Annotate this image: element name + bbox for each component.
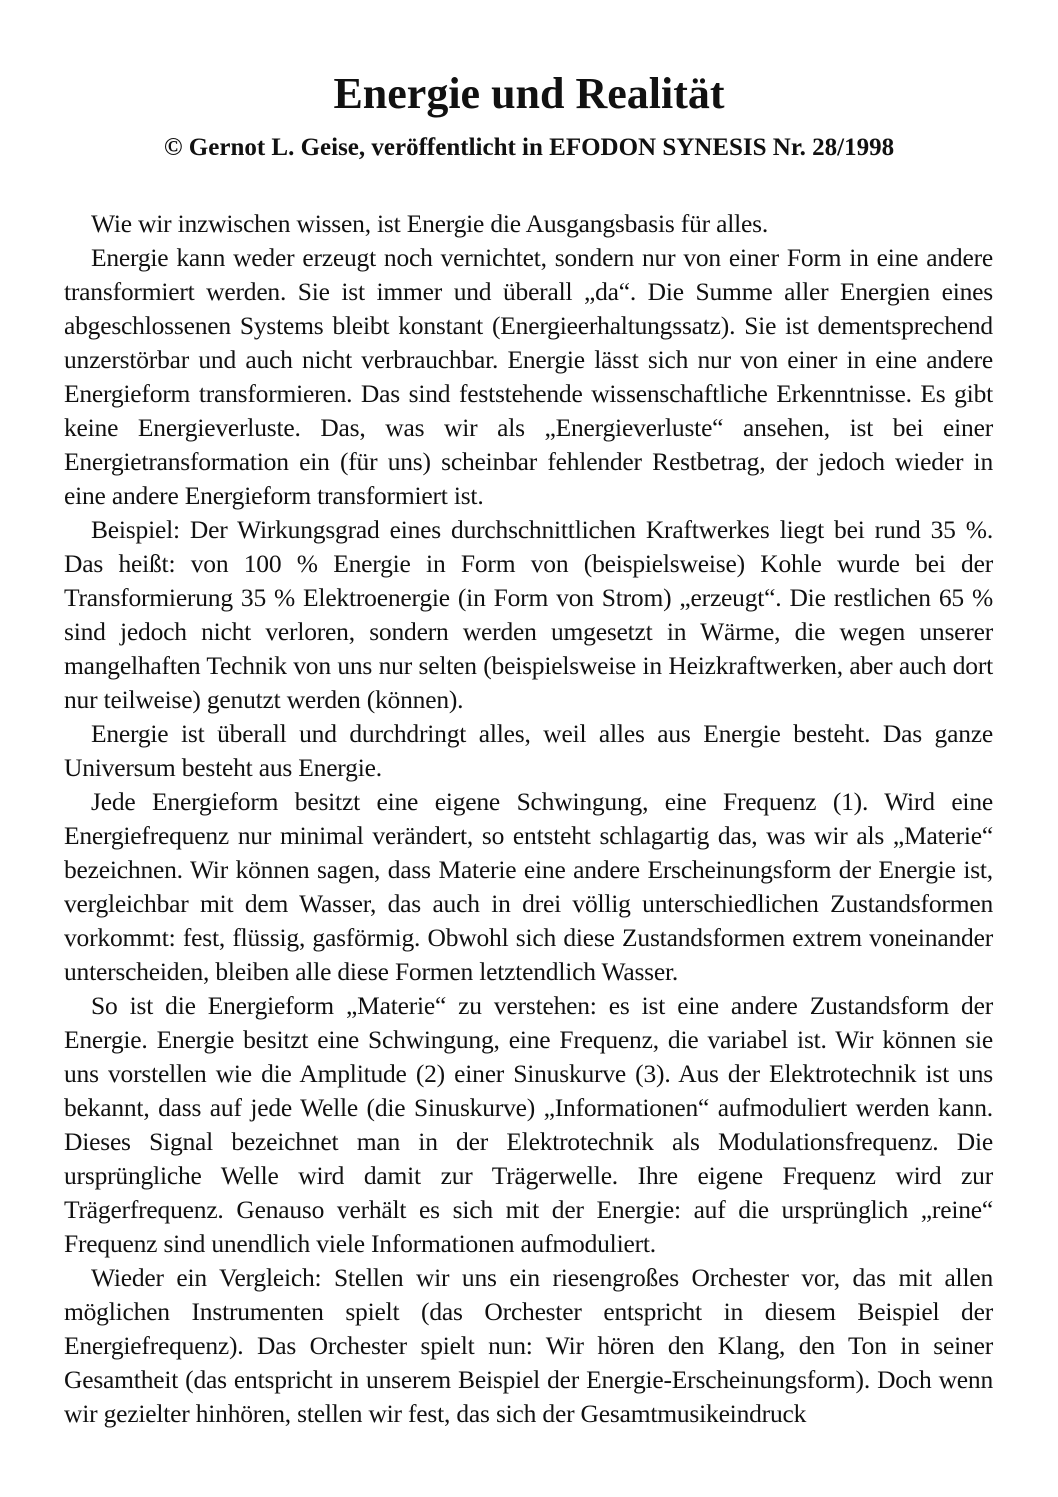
paragraph-1: Wie wir inzwischen wissen, ist Energie die Ausgangsbasis für alles. — [91, 209, 769, 238]
paragraph-6: So ist die Energieform „Materie“ zu verstehen: es ist eine andere Zustandsform der Energie. Energie besitzt eine Schwingung, eine Frequenz, die variabel ist. Wir können sie uns vorstellen wie die Amplitude (2) einer Sinuskurve (3). Aus der Elektrotechnik ist uns bekannt, dass auf jede Welle (die Sinuskurve) „Informationen“ aufmoduliert werden kann. Dieses Signal bezeichnet man in der Elektrotechnik als Modulationsfrequenz. Die ursprüngliche Welle wird damit zur Trägerwelle. Ihre eigene Frequenz wird zur Trägerfrequenz. Genauso verhält es sich mit der Energie: auf die ursprünglich „reine“ Frequenz sind unendlich viele Informationen aufmoduliert. — [64, 991, 993, 1258]
page-subtitle: © Gernot L. Geise, veröffentlicht in EFODON SYNESIS Nr. 28/1998 — [163, 134, 895, 161]
article-body — [64, 207, 993, 1431]
paragraph-5: Jede Energieform besitzt eine eigene Schwingung, eine Frequenz (1). Wird eine Energiefrequenz nur minimal verändert, so entsteht schlagartig das, was wir als „Materie“ bezeichnen. Wir können sagen, dass Materie eine andere Erscheinungsform der Energie ist, vergleichbar mit dem Wasser, das auch in drei völlig unterschiedlichen Zustandsformen vorkommt: fest, flüssig, gasförmig. Obwohl sich diese Zustandsformen extrem voneinander unterscheiden, bleiben alle diese Formen letztendlich Wasser. — [64, 787, 993, 986]
paragraph-2: Energie kann weder erzeugt noch vernichtet, sondern nur von einer Form in eine andere transformiert werden. Sie ist immer und überall „da“. Die Summe aller Energien eines abgeschlossenen Systems bleibt konstant (Energieerhaltungssatz). Sie ist dementsprechend unzerstörbar und auch nicht verbrauchbar. Energie lässt sich nur von einer in eine andere Energieform transformieren. Das sind feststehende wissenschaftliche Erkenntnisse. Es gibt keine Energieverluste. Das, was wir als „Energieverluste“ ansehen, ist bei einer Energietransformation ein (für uns) scheinbar fehlender Restbetrag, der jedoch wieder in eine andere Energieform transformiert ist. — [64, 243, 993, 510]
paragraph-7: Wieder ein Vergleich: Stellen wir uns ein riesengroßes Orchester vor, das mit allen möglichen Instrumenten spielt (das Orchester entspricht in diesem Beispiel der Energiefrequenz). Das Orchester spielt nun: Wir hören den Klang, den Ton in seiner Gesamtheit (das entspricht in unserem Beispiel der Energie-Erscheinungsform). Doch wenn wir gezielter hinhören, stellen wir fest, das sich der Gesamtmusikeindruck — [64, 1263, 993, 1428]
paragraph-3: Beispiel: Der Wirkungsgrad eines durchschnittlichen Kraftwerkes liegt bei rund 35 %. Das heißt: von 100 % Energie in Form von (beispielsweise) Kohle wurde bei der Transformierung 35 % Elektroenergie (in Form von Strom) „erzeugt“. Die restlichen 65 % sind jedoch nicht verloren, sondern werden umgesetzt in Wärme, die wegen unserer mangelhaften Technik von uns nur selten (beispielsweise in Heizkraftwerken, aber auch dort nur teilweise) genutzt werden (können). — [64, 515, 993, 714]
page-title: Energie und Realität — [333, 69, 725, 118]
paragraph-4: Energie ist überall und durchdringt alles, weil alles aus Energie besteht. Das ganze Universum besteht aus Energie. — [64, 719, 993, 782]
